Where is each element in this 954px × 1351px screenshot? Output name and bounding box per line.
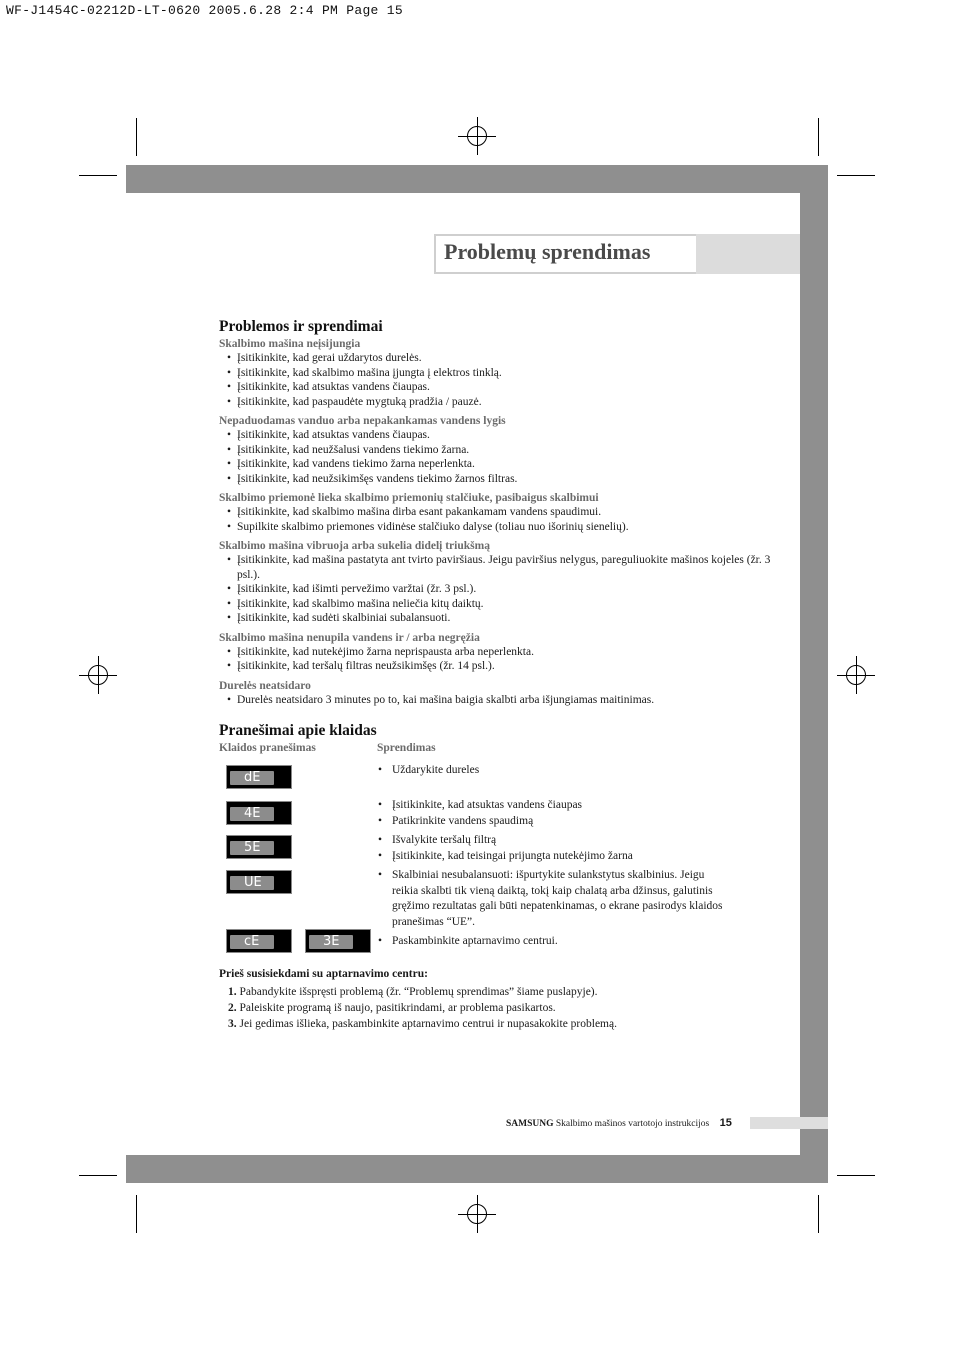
crop-mark <box>79 1175 117 1176</box>
solution-4e <box>378 798 728 829</box>
page-title-box <box>434 234 696 274</box>
solution-de <box>378 763 728 779</box>
problem-checklist <box>219 428 779 486</box>
footer-brand: SAMSUNG <box>506 1119 554 1129</box>
column-header-code: Klaidos pranešimas <box>219 742 316 754</box>
solution-item: • Įsitikinkite, kad atsuktas vandens čiaupas <box>378 798 728 814</box>
problems-section <box>219 318 779 712</box>
problem-checklist <box>219 645 779 674</box>
checklist-item: • Įsitikinkite, kad skalbimo mašina neliečia kitų daiktų. <box>219 597 779 612</box>
crop-mark <box>136 1195 137 1233</box>
checklist-item: • Durelės neatsidaro 3 minutes po to, kai mašina baigia skalbti arba išjungiamas maitinimas. <box>219 693 779 708</box>
problem-title: Durelės neatsidaro <box>219 679 311 692</box>
checklist-item: • Įsitikinkite, kad skalbimo mašina dirba esant pakankamam vandens spaudimui. <box>219 505 779 520</box>
registration-mark <box>458 1195 496 1233</box>
checklist-item: • Įsitikinkite, kad gerai uždarytos durelės. <box>219 351 779 366</box>
error-code-4e <box>226 801 292 825</box>
checklist-item: • Įsitikinkite, kad sudėti skalbiniai subalansuoti. <box>219 611 779 626</box>
solution-item: • Uždarykite dureles <box>378 763 728 779</box>
error-code-ue <box>226 870 292 894</box>
crop-mark <box>837 175 875 176</box>
bottom-gray-bar <box>126 1155 828 1183</box>
step-text: Jei gedimas išlieka, paskambinkite aptarnavimo centrui ir nupasakokite problemą. <box>239 1018 617 1030</box>
solution-item: • Paskambinkite aptarnavimo centrui. <box>378 934 728 950</box>
step <box>228 1000 617 1016</box>
before-service-title: Prieš susisiekdami su aptarnavimo centru: <box>219 968 428 980</box>
crop-mark <box>818 1195 819 1233</box>
footer-bar <box>750 1117 828 1129</box>
problem-checklist <box>219 553 779 626</box>
checklist-item: • Įsitikinkite, kad neužsikimšęs vandens tiekimo žarnos filtras. <box>219 472 779 487</box>
checklist-item: • Įsitikinkite, kad atsuktas vandens čiaupas. <box>219 428 779 443</box>
step <box>228 1016 617 1032</box>
crop-mark <box>818 118 819 156</box>
crop-mark <box>136 118 137 156</box>
error-code-label: dE <box>230 771 274 785</box>
step-text: Pabandykite išspręsti problemą (žr. “Problemų sprendimas” šiame puslapyje). <box>239 986 598 998</box>
before-service-steps <box>228 984 617 1032</box>
error-section-heading: Pranešimai apie klaidas <box>219 722 377 739</box>
solution-item: • Skalbiniai nesubalansuoti: išpurtykite sulankstytus skalbinius. Jeigu reikia skalbti tik vieną daiktą, tokį kaip chalatą arba džinsus, galutinis gręžimo rezultatas gali būti nepatenkinamas, o ekrane pasirodys klaidos pranešimas “UE”. <box>378 868 728 930</box>
problem-title: Skalbimo mašina nenupila vandens ir / arba negręžia <box>219 631 480 644</box>
error-code-5e <box>226 835 292 859</box>
problem-checklist <box>219 351 779 409</box>
step-number: 1. <box>228 986 237 998</box>
checklist-item: • Įsitikinkite, kad neužšalusi vandens tiekimo žarna. <box>219 443 779 458</box>
error-code-label: 4E <box>230 807 274 821</box>
registration-mark <box>837 656 875 694</box>
page-title: Problemų sprendimas <box>444 239 651 264</box>
checklist-item: • Įsitikinkite, kad mašina pastatyta ant tvirto paviršiaus. Jeigu paviršius nelygus, pareguliuokite mašinos kojeles (žr. 3 psl.). <box>219 553 779 582</box>
page-number: 15 <box>719 1117 732 1129</box>
checklist-item: • Įsitikinkite, kad paspaudėte mygtuką pradžia / pauzė. <box>219 395 779 410</box>
checklist-item: • Įsitikinkite, kad atsuktas vandens čiaupas. <box>219 380 779 395</box>
problem-checklist <box>219 693 779 708</box>
problem-title: Nepaduodamas vanduo arba nepakankamas vandens lygis <box>219 415 506 427</box>
problem-title: Skalbimo mašina vibruoja arba sukelia didelį triukšmą <box>219 540 490 552</box>
footer-text: Skalbimo mašinos vartotojo instrukcijos <box>555 1119 710 1129</box>
checklist-item: • Įsitikinkite, kad teršalų filtras neužsikimšęs (žr. 14 psl.). <box>219 659 779 674</box>
error-code-ce <box>226 929 292 953</box>
problem-checklist <box>219 505 779 534</box>
problem-title: Skalbimo mašina neįsijungia <box>219 338 361 350</box>
checklist-item: • Supilkite skalbimo priemones vidinėse stalčiuko dalyse (toliau nuo išorinių sienelių). <box>219 520 779 535</box>
crop-mark <box>79 175 117 176</box>
solution-item: • Patikrinkite vandens spaudimą <box>378 814 728 830</box>
solution-ue <box>378 868 728 930</box>
error-code-label: UE <box>230 876 274 890</box>
column-header-solution: Sprendimas <box>377 742 436 754</box>
error-code-label: 5E <box>230 841 274 855</box>
title-extension <box>696 234 800 274</box>
solution-item: • Išvalykite teršalų filtrą <box>378 833 728 849</box>
crop-mark <box>837 1175 875 1176</box>
error-code-de <box>226 765 292 789</box>
problem-title: Skalbimo priemonė lieka skalbimo priemonių stalčiuke, pasibaigus skalbimui <box>219 492 599 504</box>
registration-mark <box>458 117 496 155</box>
step-number: 3. <box>228 1018 237 1030</box>
step-number: 2. <box>228 1002 237 1014</box>
checklist-item: • Įsitikinkite, kad išimti pervežimo varžtai (žr. 3 psl.). <box>219 582 779 597</box>
checklist-item: • Įsitikinkite, kad nutekėjimo žarna neprispausta arba neperlenkta. <box>219 645 779 660</box>
checklist-item: • Įsitikinkite, kad skalbimo mašina įjungta į elektros tinklą. <box>219 366 779 381</box>
section-heading: Problemos ir sprendimai <box>219 318 383 335</box>
right-gray-bar <box>800 165 828 1183</box>
error-code-3e <box>305 929 371 953</box>
top-gray-bar <box>126 165 828 193</box>
step <box>228 984 617 1000</box>
step-text: Paleiskite programą iš naujo, pasitikrindami, ar problema pasikartos. <box>239 1002 556 1014</box>
solution-item: • Įsitikinkite, kad teisingai prijungta nutekėjimo žarna <box>378 849 728 865</box>
checklist-item: • Įsitikinkite, kad vandens tiekimo žarna neperlenkta. <box>219 457 779 472</box>
solution-5e <box>378 833 728 864</box>
error-code-label: cE <box>230 935 274 949</box>
error-code-label: 3E <box>309 935 353 949</box>
print-slug: WF-J1454C-02212D-LT-0620 2005.6.28 2:4 PM Page 15 <box>6 3 403 18</box>
solution-ce <box>378 934 728 950</box>
registration-mark <box>79 656 117 694</box>
footer <box>506 1117 732 1129</box>
problem-groups <box>219 337 779 707</box>
